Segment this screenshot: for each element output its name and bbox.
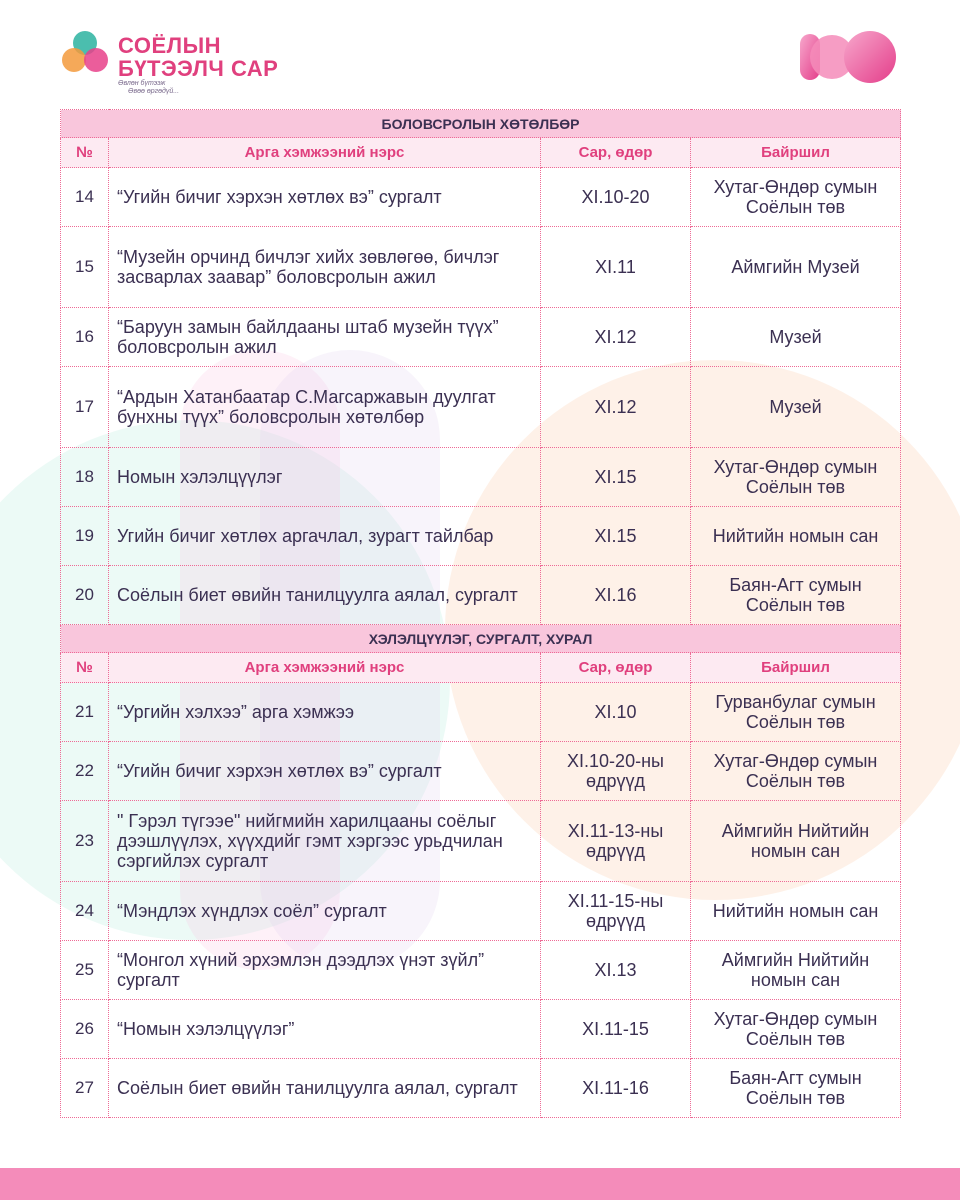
event-date: XI.12 xyxy=(541,308,691,367)
column-header-location: Байршил xyxy=(691,653,901,683)
event-name: Угийн бичиг хөтлөх аргачлал, зурагт тайлбар xyxy=(109,507,541,566)
event-name: “Номын хэлэлцүүлэг” xyxy=(109,1000,541,1059)
event-date: XI.11 xyxy=(541,227,691,308)
row-number: 19 xyxy=(61,507,109,566)
column-header-location: Байршил xyxy=(691,138,901,168)
row-number: 24 xyxy=(61,882,109,941)
row-number: 27 xyxy=(61,1059,109,1118)
table-row xyxy=(61,308,901,367)
logo-line-1: СОЁЛЫН xyxy=(118,33,222,58)
logo-tagline xyxy=(118,80,179,96)
row-number: 16 xyxy=(61,308,109,367)
table-row xyxy=(61,801,901,882)
row-number: 18 xyxy=(61,448,109,507)
event-date: XI.11-15 xyxy=(541,1000,691,1059)
event-name: " Гэрэл түгээе" нийгмийн харилцааны соёлыг дээшлүүлэх, хүүхдийг гэмт хэргээс урьдчилан сэргийлэх сургалт xyxy=(109,801,541,882)
soyol-logo-icon xyxy=(60,30,110,80)
row-number: 23 xyxy=(61,801,109,882)
column-header-date: Сар, өдөр xyxy=(541,138,691,168)
table-row xyxy=(61,367,901,448)
event-location: Баян-Агт сумын Соёлын төв xyxy=(691,1059,901,1118)
section-title: ХЭЛЭЛЦҮҮЛЭГ, СУРГАЛТ, ХУРАЛ xyxy=(61,625,901,653)
event-name: Соёлын биет өвийн танилцуулга аялал, сургалт xyxy=(109,1059,541,1118)
row-number: 17 xyxy=(61,367,109,448)
logo-line-2: БҮТЭЭЛЧ САР xyxy=(118,56,279,81)
table-row xyxy=(61,1000,901,1059)
column-header-number: № xyxy=(61,653,109,683)
event-name: “Музейн орчинд бичлэг хийх зөвлөгөө, бичлэг засварлах заавар” боловсролын ажил xyxy=(109,227,541,308)
footer-bar xyxy=(0,1168,960,1200)
event-location: Музей xyxy=(691,367,901,448)
table-row xyxy=(61,507,901,566)
event-location: Гурванбулаг сумын Соёлын төв xyxy=(691,683,901,742)
schedule-table xyxy=(60,109,901,1118)
row-number: 15 xyxy=(61,227,109,308)
tagline-line-2: Өвөө өргөдүй... xyxy=(128,88,180,95)
event-location: Аймгийн Музей xyxy=(691,227,901,308)
event-name: “Ургийн хэлхээ” арга хэмжээ xyxy=(109,683,541,742)
table-row xyxy=(61,168,901,227)
column-header-name: Арга хэмжээний нэрс xyxy=(109,653,541,683)
section-title: БОЛОВСРОЛЫН ХӨТӨЛБӨР xyxy=(61,110,901,138)
event-name: “Баруун замын байлдааны штаб музейн түүх” боловсролын ажил xyxy=(109,308,541,367)
table-row xyxy=(61,227,901,308)
column-header-date: Сар, өдөр xyxy=(541,653,691,683)
column-header-number: № xyxy=(61,138,109,168)
event-date: XI.10-20 xyxy=(541,168,691,227)
table-row xyxy=(61,566,901,625)
table-row xyxy=(61,882,901,941)
event-name: “Угийн бичиг хэрхэн хөтлөх вэ” сургалт xyxy=(109,742,541,801)
table-row xyxy=(61,1059,901,1118)
row-number: 26 xyxy=(61,1000,109,1059)
event-location: Хутаг-Өндөр сумын Соёлын төв xyxy=(691,742,901,801)
logo-wordmark xyxy=(118,34,278,80)
event-name: Соёлын биет өвийн танилцуулга аялал, сургалт xyxy=(109,566,541,625)
event-location: Хутаг-Өндөр сумын Соёлын төв xyxy=(691,448,901,507)
event-location: Музей xyxy=(691,308,901,367)
event-location: Нийтийн номын сан xyxy=(691,882,901,941)
section-header xyxy=(61,625,901,653)
row-number: 25 xyxy=(61,941,109,1000)
column-header-row xyxy=(61,138,901,168)
event-location: Хутаг-Өндөр сумын Соёлын төв xyxy=(691,168,901,227)
section-header xyxy=(61,110,901,138)
tagline-line-1: Өвлөн бүтээж xyxy=(118,80,166,87)
table-row xyxy=(61,941,901,1000)
row-number: 21 xyxy=(61,683,109,742)
row-number: 14 xyxy=(61,168,109,227)
event-name: “Угийн бичиг хэрхэн хөтлөх вэ” сургалт xyxy=(109,168,541,227)
event-date: XI.11-13-ны өдрүүд xyxy=(541,801,691,882)
event-date: XI.15 xyxy=(541,448,691,507)
event-date: XI.10-20-ны өдрүүд xyxy=(541,742,691,801)
column-header-name: Арга хэмжээний нэрс xyxy=(109,138,541,168)
event-location: Аймгийн Нийтийн номын сан xyxy=(691,941,901,1000)
event-date: XI.12 xyxy=(541,367,691,448)
row-number: 20 xyxy=(61,566,109,625)
event-name: “Ардын Хатанбаатар С.Магсаржавын дуулгат бунхны түүх” боловсролын хөтөлбөр xyxy=(109,367,541,448)
brand-logo xyxy=(60,30,320,100)
event-date: XI.13 xyxy=(541,941,691,1000)
row-number: 22 xyxy=(61,742,109,801)
column-header-row xyxy=(61,653,901,683)
event-location: Хутаг-Өндөр сумын Соёлын төв xyxy=(691,1000,901,1059)
event-location: Баян-Агт сумын Соёлын төв xyxy=(691,566,901,625)
table-row xyxy=(61,683,901,742)
ten-badge-icon xyxy=(798,30,898,84)
event-date: XI.16 xyxy=(541,566,691,625)
table-row xyxy=(61,448,901,507)
event-date: XI.10 xyxy=(541,683,691,742)
event-name: Номын хэлэлцүүлэг xyxy=(109,448,541,507)
event-name: “Мэндлэх хүндлэх соёл” сургалт xyxy=(109,882,541,941)
event-location: Аймгийн Нийтийн номын сан xyxy=(691,801,901,882)
event-date: XI.11-16 xyxy=(541,1059,691,1118)
event-date: XI.15 xyxy=(541,507,691,566)
event-date: XI.11-15-ны өдрүүд xyxy=(541,882,691,941)
event-location: Нийтийн номын сан xyxy=(691,507,901,566)
event-name: “Монгол хүний эрхэмлэн дээдлэх үнэт зүйл” сургалт xyxy=(109,941,541,1000)
table-row xyxy=(61,742,901,801)
